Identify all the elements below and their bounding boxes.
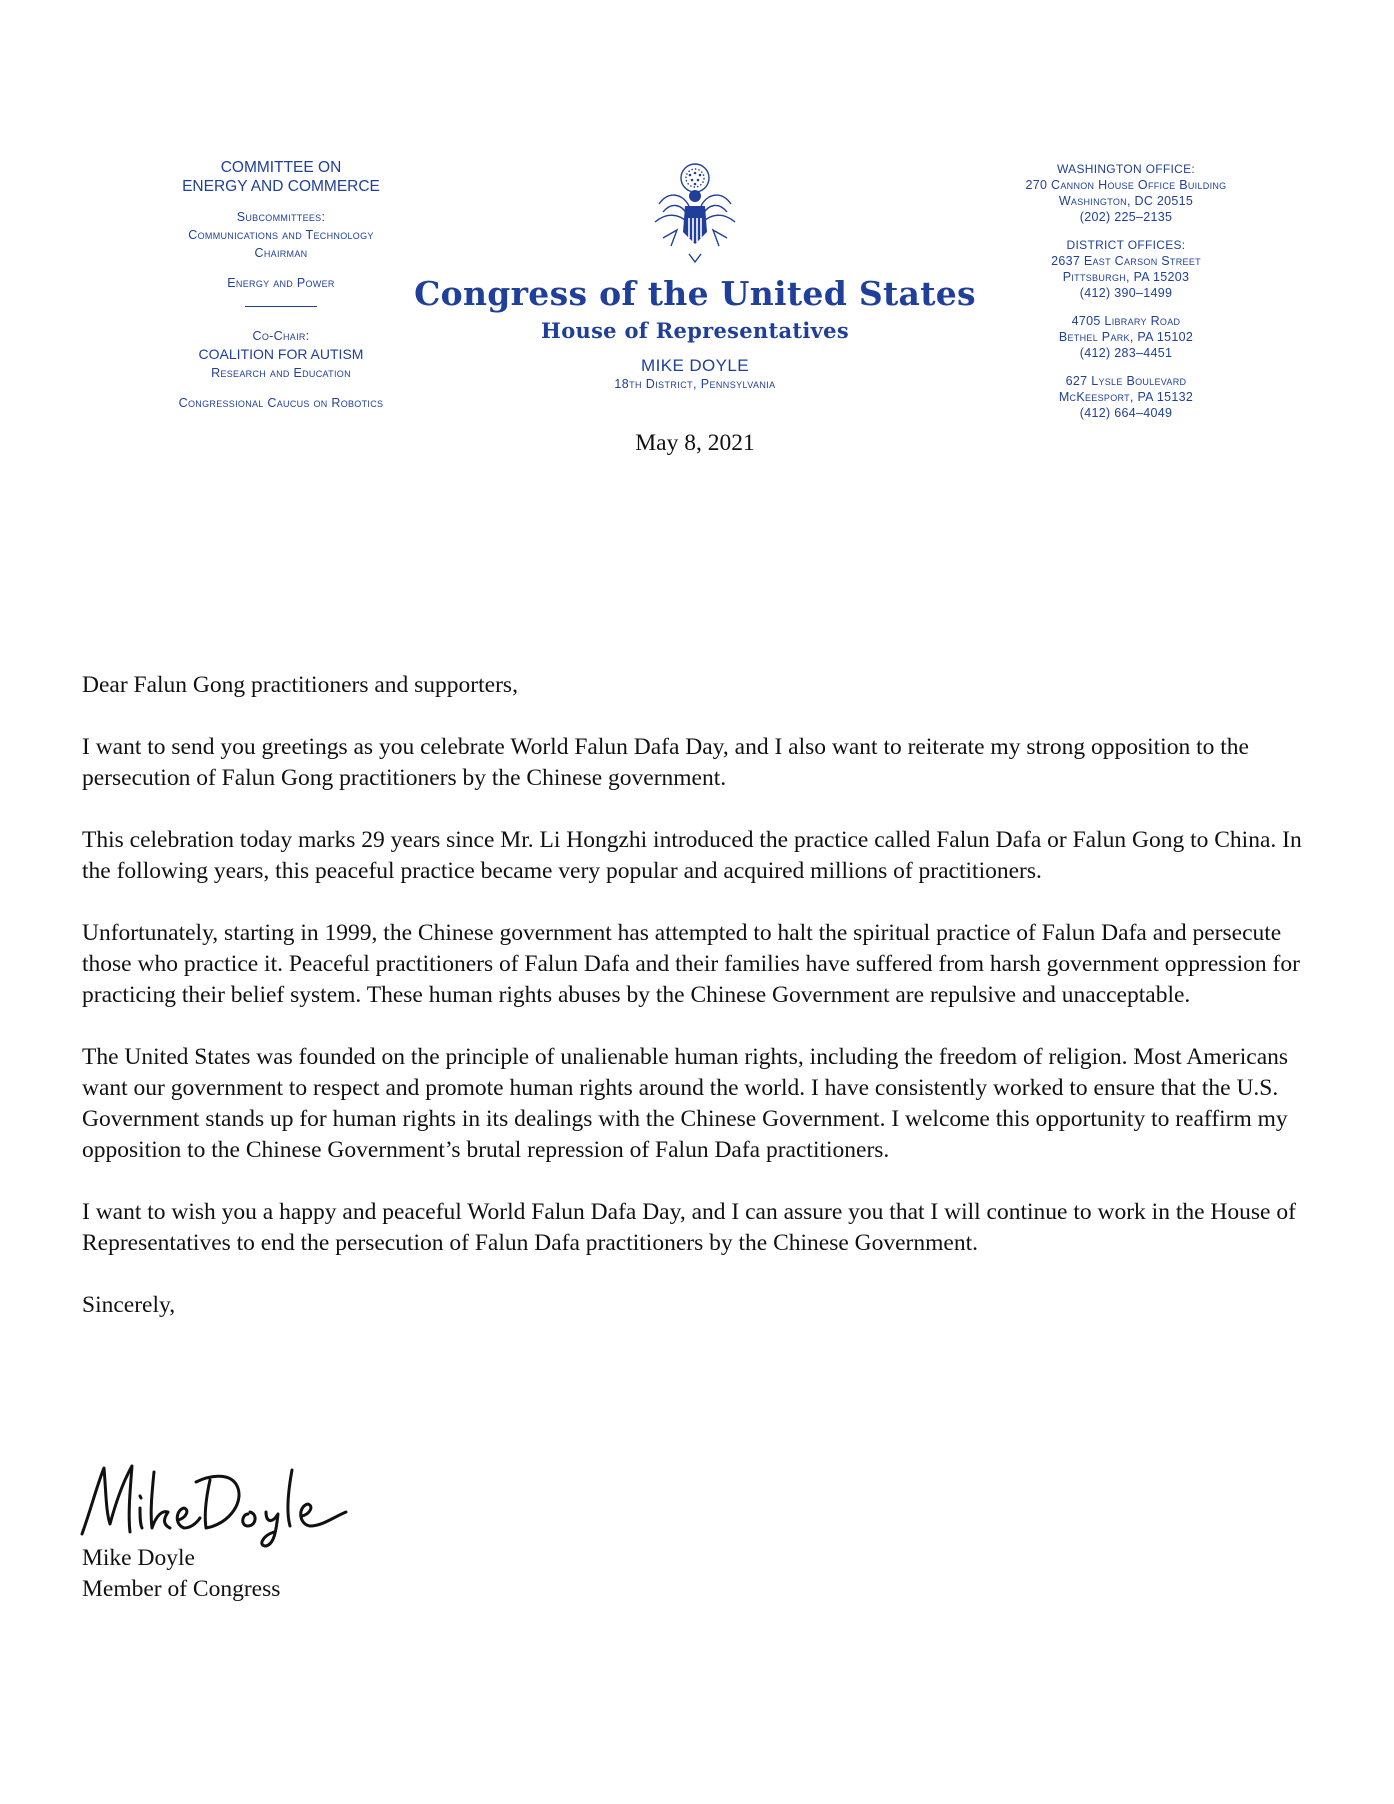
district-offices-label: DISTRICT OFFICES:	[1066, 238, 1186, 252]
office-2-phone: (412) 283–4451	[1079, 346, 1173, 360]
office-3-phone: (412) 664–4049	[1079, 406, 1173, 420]
salutation: Dear Falun Gong practitioners and supporters,	[82, 672, 518, 698]
signer-name: Mike Doyle	[82, 1545, 195, 1571]
letterhead-center	[410, 160, 980, 392]
washington-office-label: WASHINGTON OFFICE:	[1056, 162, 1196, 176]
office-1-phone: (412) 390–1499	[1079, 286, 1173, 300]
subcommittees-label: Subcommittees:	[236, 210, 326, 224]
handwritten-signature	[70, 1452, 360, 1550]
office-3-line1: 627 Lysle Boulevard	[1065, 374, 1187, 388]
committee-name-line2: ENERGY AND COMMERCE	[182, 178, 380, 195]
subcommittee-1-line2: Chairman	[254, 246, 308, 260]
section-divider	[245, 306, 317, 307]
paragraph-5: I want to wish you a happy and peaceful World Falun Dafa Day, and I can assure you that I will continue to work in the House of Representatives to end the persecution of Falun Dafa practitioners by the Chinese Government.	[82, 1199, 1296, 1256]
congress-title: Congress of the United States	[414, 274, 976, 313]
cochair-label: Co-Chair:	[252, 329, 310, 343]
house-subtitle: House of Representatives	[541, 318, 849, 343]
robotics-caucus: Congressional Caucus on Robotics	[178, 396, 384, 410]
paragraph-1: I want to send you greetings as you celebrate World Falun Dafa Day, and I also want to reiterate my strong opposition to the persecution of Falun Gong practitioners by the Chinese government.	[82, 734, 1249, 791]
closing: Sincerely,	[82, 1292, 176, 1318]
paragraph-3: Unfortunately, starting in 1999, the Chinese government has attempted to halt the spiritual practice of Falun Dafa and persecute those who practice it. Peaceful practitioners of Falun Dafa and their families have suffered from harsh government oppression for practicing their belief system. These human rights abuses by the Chinese Government are repulsive and unacceptable.	[82, 920, 1300, 1008]
signature-block	[82, 1543, 280, 1605]
office-2-line1: 4705 Library Road	[1071, 314, 1181, 328]
signer-title: Member of Congress	[82, 1576, 281, 1602]
office-3-line2: McKeesport, PA 15132	[1058, 390, 1194, 404]
office-2-line2: Bethel Park, PA 15102	[1058, 330, 1194, 344]
district-line: 18th District, Pennsylvania	[614, 377, 776, 391]
subcommittee-2: Energy and Power	[227, 276, 335, 290]
committee-name-line1: COMMITTEE ON	[220, 159, 342, 176]
washington-address-line2: Washington, DC 20515	[1058, 194, 1194, 208]
member-name-header: MIKE DOYLE	[641, 356, 749, 375]
washington-phone: (202) 225–2135	[1079, 210, 1173, 224]
coalition-line1: COALITION FOR AUTISM	[198, 346, 364, 362]
coalition-line2: Research and Education	[211, 366, 351, 380]
committee-column	[120, 158, 442, 412]
paragraph-4: The United States was founded on the principle of unalienable human rights, including the freedom of religion. Most Americans want our government to respect and promote human rights around the world. I have consistently worked to ensure that the U.S. Government stands up for human rights in its dealings with the Chinese Government. I welcome this opportunity to reaffirm my opposition to the Chinese Government’s brutal repression of Falun Dafa practitioners.	[82, 1044, 1289, 1163]
office-1-line1: 2637 East Carson Street	[1051, 254, 1201, 268]
great-seal-eagle-icon	[649, 160, 741, 266]
letter-body	[82, 670, 1322, 1327]
paragraph-2: This celebration today marks 29 years since Mr. Li Hongzhi introduced the practice called Falun Dafa or Falun Gong to China. In the following years, this peaceful practice became very popular and acquired millions of practitioners.	[82, 827, 1302, 884]
offices-column	[990, 161, 1262, 421]
subcommittee-1-line1: Communications and Technology	[188, 228, 374, 242]
office-1-line2: Pittsburgh, PA 15203	[1062, 270, 1190, 284]
washington-address-line1: 270 Cannon House Office Building	[1025, 178, 1227, 192]
letter-date: May 8, 2021	[635, 430, 755, 456]
